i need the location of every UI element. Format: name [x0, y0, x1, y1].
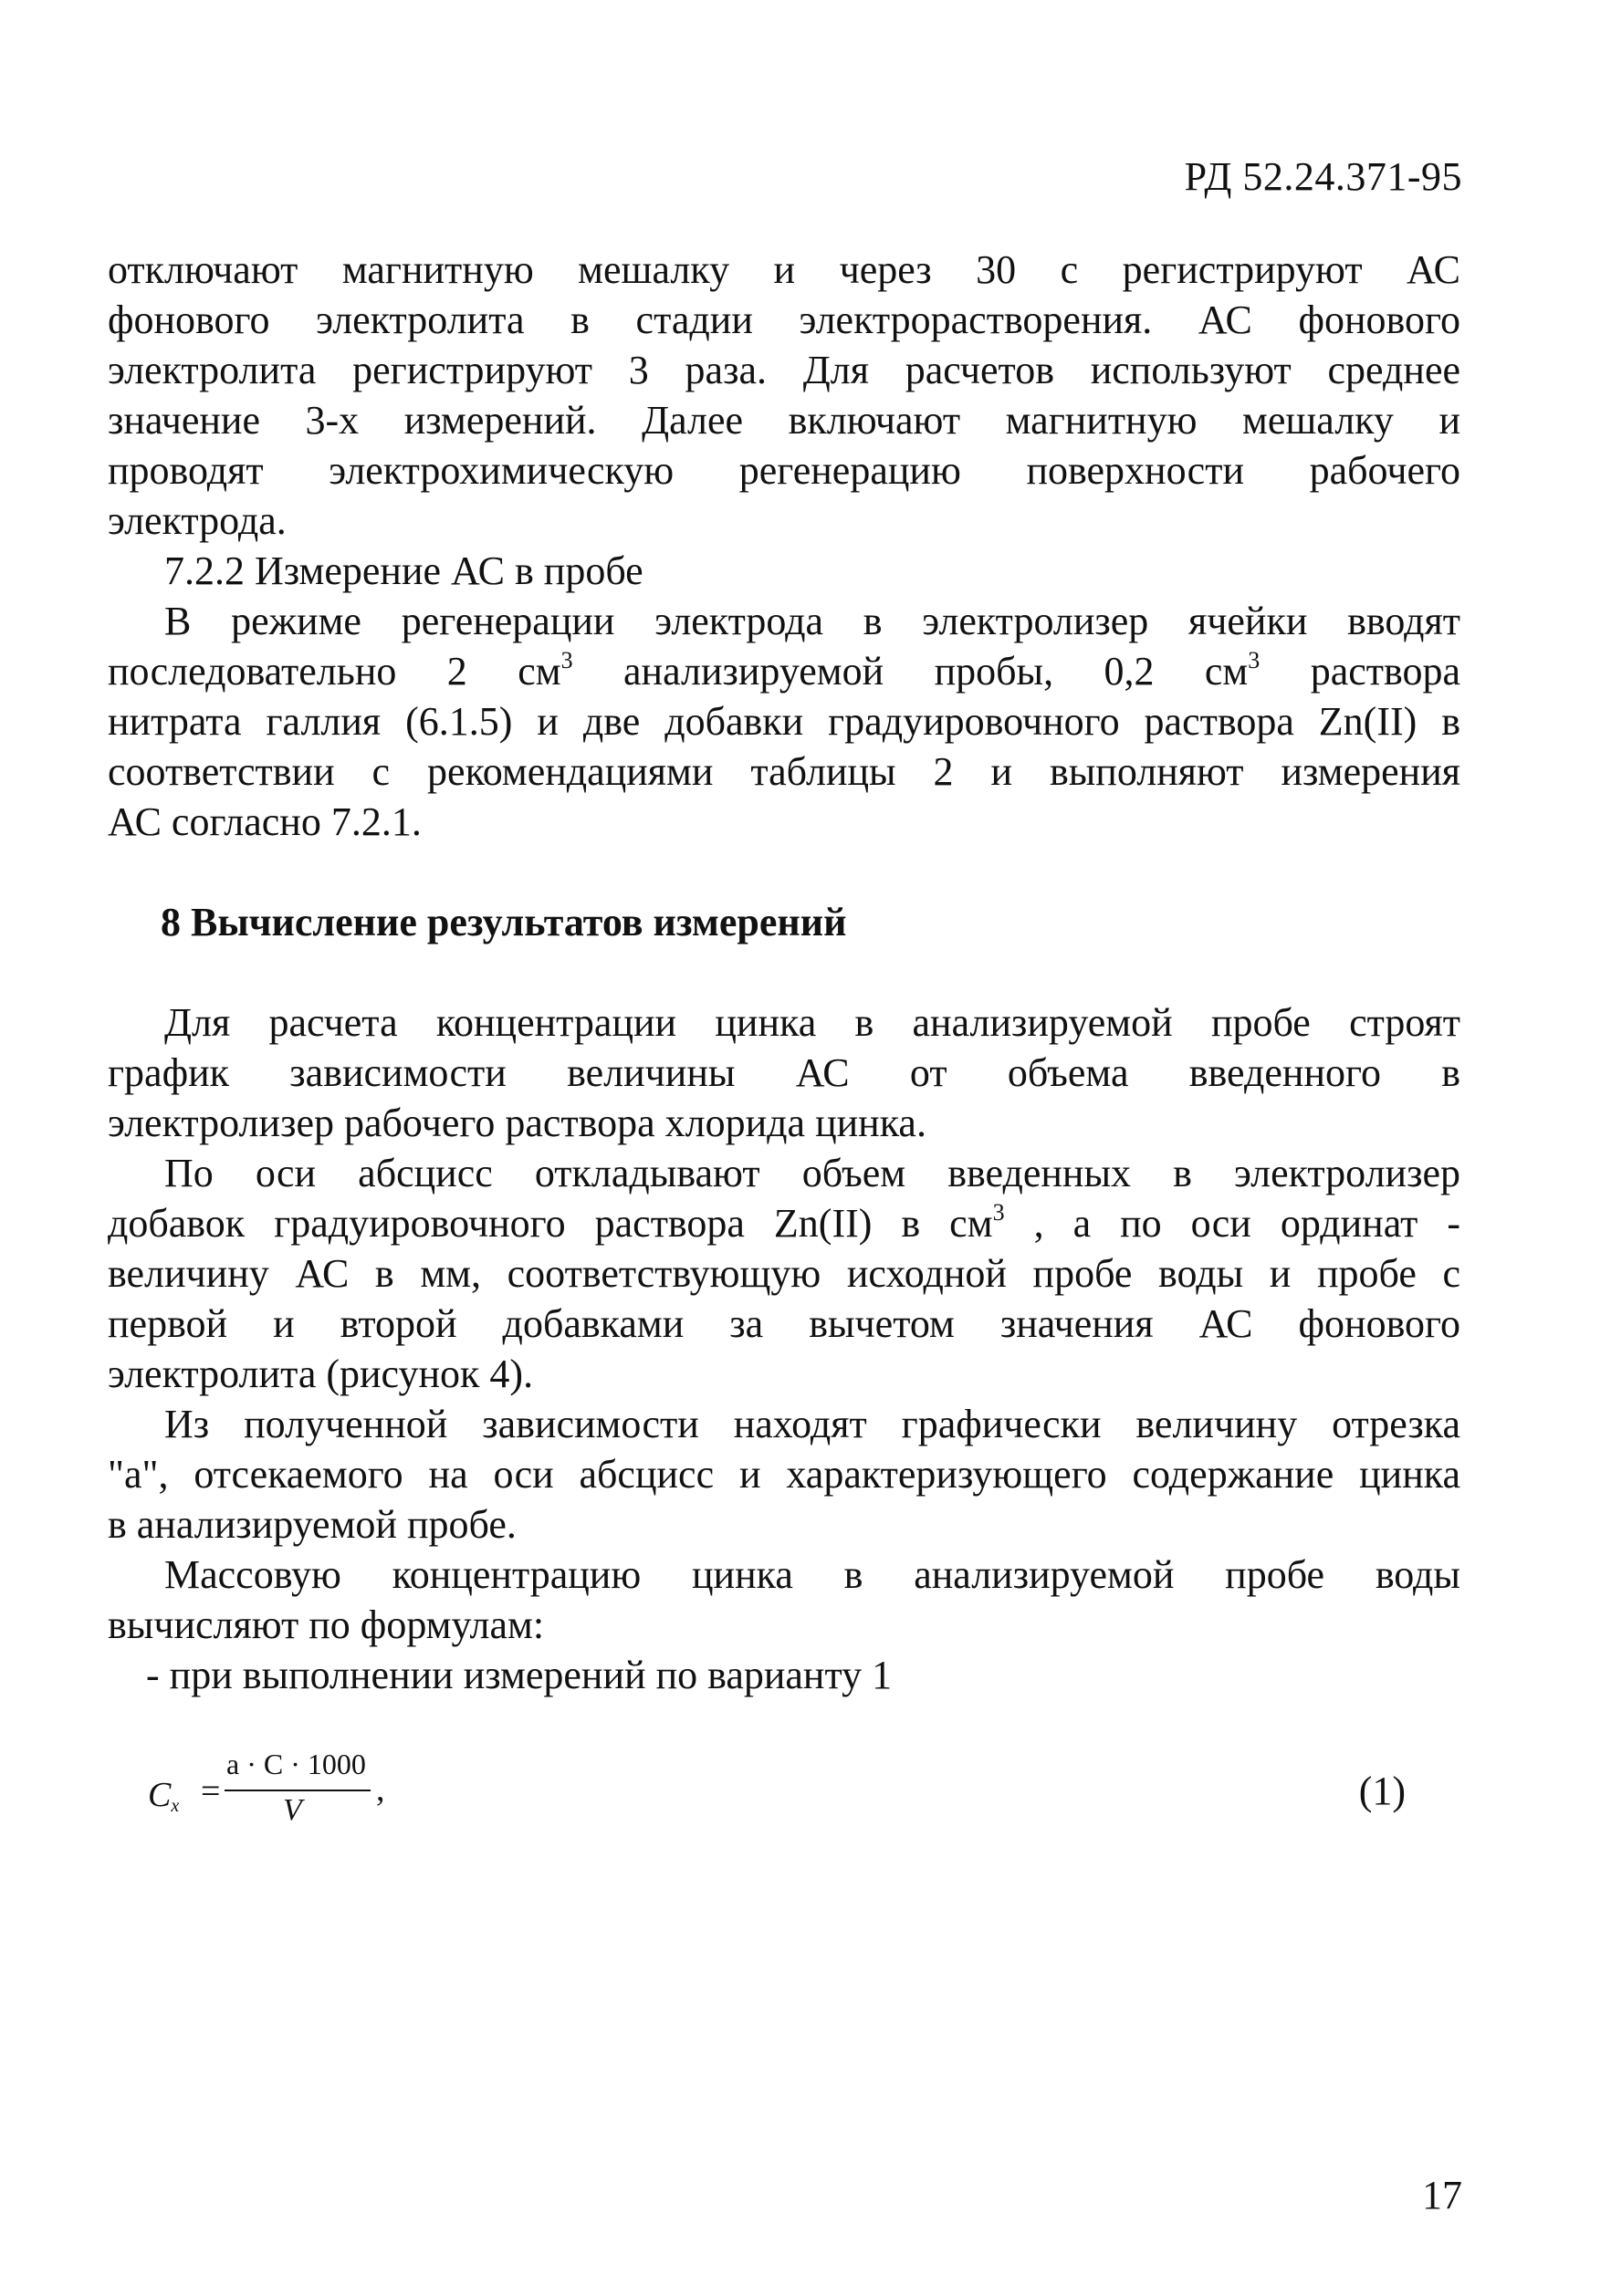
text-line	[108, 1198, 1460, 1248]
formula-1	[146, 1748, 1406, 1848]
text-line: проводят электрохимическую регенерацию поверхности рабочего	[108, 448, 1460, 493]
subsection-heading: 7.2.2 Измерение АС в пробе	[164, 548, 643, 593]
formula-denominator: V	[283, 1793, 302, 1827]
formula-number: (1)	[1358, 1769, 1406, 1813]
text-line: В режиме регенерации электрода в электролизер ячейки вводят	[164, 599, 1460, 643]
text-line: значение 3-х измерений. Далее включают магнитную мешалку и	[108, 398, 1460, 443]
formula-symbol: C	[148, 1776, 172, 1814]
text-line: - при выполнении измерений по варианту 1	[146, 1653, 893, 1697]
text-line: фонового электролита в стадии электрорастворения. АС фонового	[108, 297, 1460, 342]
fraction-bar	[225, 1790, 371, 1791]
text-line: АС согласно 7.2.1.	[108, 799, 422, 844]
superscript: 3	[992, 1199, 1005, 1226]
formula-comma: ,	[376, 1770, 385, 1809]
superscript: 3	[1248, 647, 1261, 673]
text-line: электролизер рабочего раствора хлорида цинка.	[108, 1101, 926, 1145]
text-line: электрода.	[108, 498, 287, 543]
text-line: электролита (рисунок 4).	[108, 1352, 534, 1396]
text-span: анализируемой пробы, 0,2 см	[572, 649, 1249, 694]
formula-subscript: x	[171, 1796, 180, 1816]
page-number: 17	[1422, 2173, 1462, 2218]
section-heading: 8 Вычисление результатов измерений	[161, 900, 847, 944]
text-line: нитрата галлия (6.1.5) и две добавки градуировочного раствора Zn(II) в	[108, 699, 1460, 744]
text-line: график зависимости величины АС от объема введенного в	[108, 1050, 1460, 1095]
text-line	[108, 646, 1460, 696]
text-line: электролита регистрируют 3 раза. Для расчетов используют среднее	[108, 348, 1460, 392]
text-span: последовательно 2 см	[108, 649, 561, 694]
text-line: "а", отсекаемого на оси абсцисс и характеризующего содержание цинка	[108, 1452, 1460, 1497]
formula-lhs	[148, 1775, 179, 1817]
text-span: добавок градуировочного раствора Zn(II) в см	[108, 1201, 993, 1246]
text-line: отключают магнитную мешалку и через 30 с регистрируют АС	[108, 247, 1460, 292]
text-span: , а по оси ординат -	[1004, 1201, 1460, 1246]
text-line: Из полученной зависимости находят графически величину отрезка	[164, 1402, 1460, 1446]
formula-numerator: a · C · 1000	[226, 1748, 366, 1780]
body-text	[108, 245, 1460, 1700]
superscript: 3	[560, 647, 573, 673]
text-line: Для расчета концентрации цинка в анализируемой пробе строят	[164, 1000, 1460, 1045]
text-line: Массовую концентрацию цинка в анализируемой пробе воды	[164, 1552, 1460, 1597]
text-line: первой и второй добавками за вычетом значения АС фонового	[108, 1301, 1460, 1346]
document-code: РД 52.24.371-95	[1184, 154, 1462, 199]
text-span: раствора	[1260, 649, 1460, 694]
text-line: в анализируемой пробе.	[108, 1502, 517, 1547]
formula-equals: =	[201, 1772, 221, 1811]
text-line: По оси абсцисс откладывают объем введенных в электролизер	[164, 1151, 1460, 1195]
text-line: соответствии с рекомендациями таблицы 2 и выполняют измерения	[108, 749, 1460, 794]
text-line: величину АС в мм, соответствующую исходной пробе воды и пробе с	[108, 1251, 1460, 1296]
text-line: вычисляют по формулам:	[108, 1602, 545, 1647]
